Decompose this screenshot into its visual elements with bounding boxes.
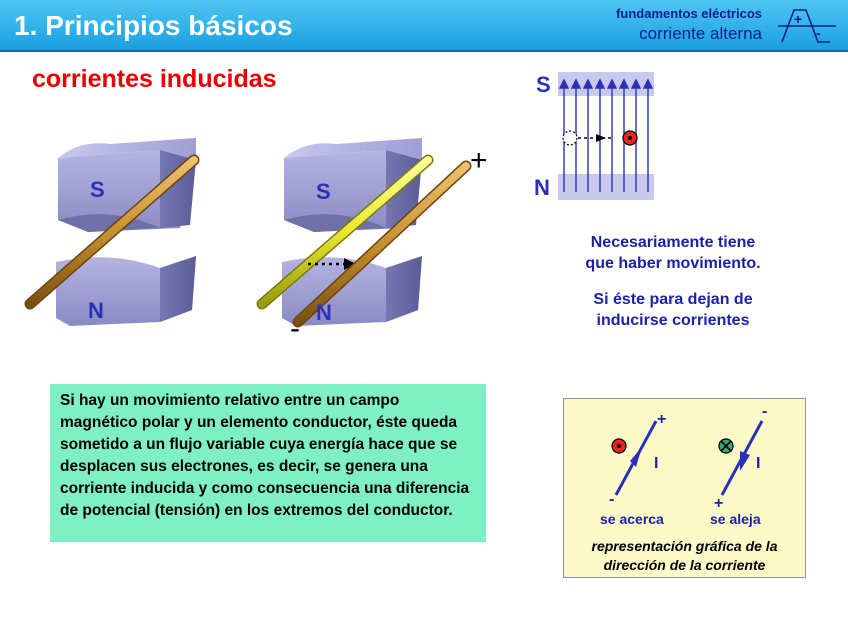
representation-box [563,398,806,578]
svg-text:+: + [794,11,803,27]
representation-diagram [564,399,805,529]
left-current-label: I [654,455,659,472]
rod-minus-sign: - [290,312,300,345]
section-title: corrientes inducidas [32,65,277,93]
caption-line-1: representación gráfica de la [591,538,778,554]
header-subtitle-bottom: corriente alterna [639,24,762,43]
representation-caption [564,537,805,575]
magnet-left-north-label: N [88,298,104,323]
explanation-movement [548,232,798,274]
page-title: 1. Principios básicos [14,10,293,41]
caption-line-2: dirección de la corriente [603,557,766,573]
right-current-label: I [756,455,761,472]
magnet-right [262,138,488,345]
dot-out-icon [612,439,626,453]
cross-in-icon [719,439,733,453]
info-box [50,384,486,542]
header-subtitle-top: fundamentos eléctricos [616,6,762,21]
left-minus-sign: - [609,491,615,508]
dot-out-icon [623,131,637,145]
right-recede-label: se aleja [710,511,761,527]
left-approach-label: se acerca [600,511,664,527]
explanation-stop [548,289,798,331]
magnet-left-south-label: S [90,177,105,202]
field-top-pole-label: S [536,72,551,97]
left-plus-sign: + [657,411,667,428]
right-plus-sign: + [714,495,724,512]
magnet-right-south-label: S [316,179,331,204]
right-minus-sign: - [762,403,768,420]
magnet-left [30,138,196,326]
conductor-start-position [563,131,577,145]
rod-plus-sign: + [470,144,488,177]
svg-text:-: - [816,25,821,41]
explanation-line-2: que haber movimiento. [585,255,761,272]
field-diagram [534,72,654,200]
magnet-right-north-label: N [316,300,332,325]
field-bottom-pole-label: N [534,175,550,200]
explanation-line-3: Si éste para dejan de [593,291,753,308]
explanation-line-1: Necesariamente tiene [590,234,756,251]
info-text: Si hay un movimiento relativo entre un campo magnético polar y un elemento conductor, éste queda sometido a un flujo variable cuya energía hace que se desplacen sus electrones, es decir, se genera una corriente inducida y como consecuencia una diferencia de potencial (tensión) en los extremos del conductor. [60,392,470,519]
explanation-line-4: inducirse corrientes [596,312,750,329]
